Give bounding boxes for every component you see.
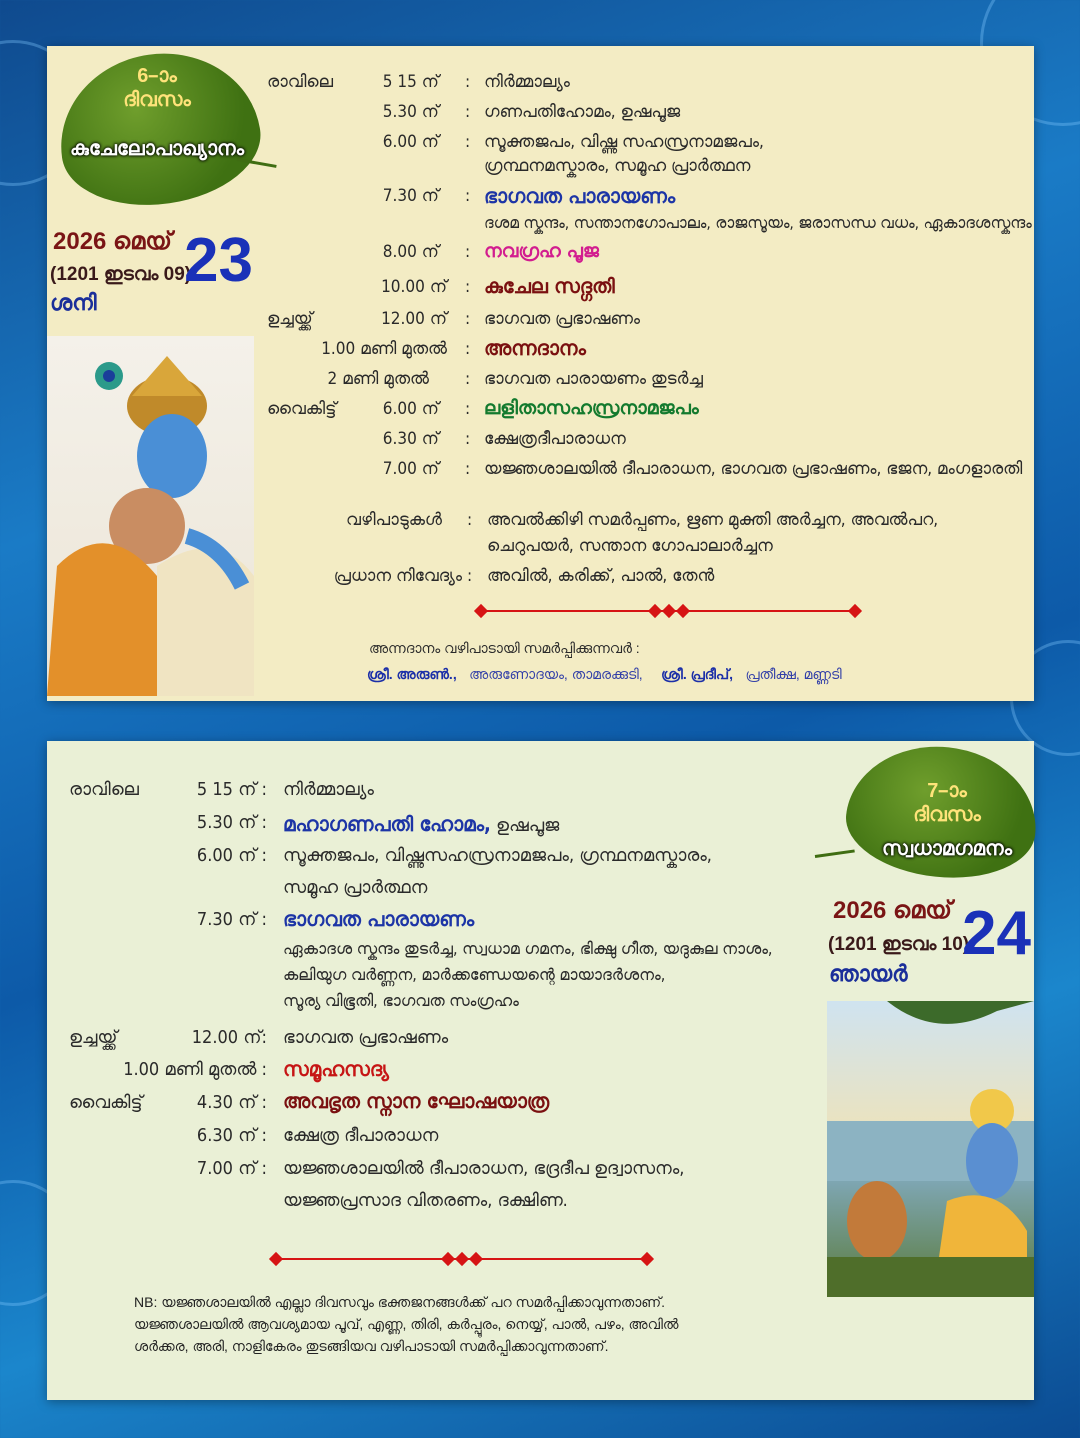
row-time: 1.00 മണി മുതൽ [321,339,447,359]
row-time: 7.30 ന് [382,186,439,206]
row-desc-highlight: അന്നദാനം [484,336,586,360]
row-desc-continued: യജ്ഞപ്രസാദ വിതരണം, ദക്ഷിണ. [283,1190,568,1211]
row-desc: സൂക്തജപം, വിഷ്ണുസഹസ്രനാമജപം, ഗ്രന്ഥനമസ്കാരം, [283,845,712,866]
day7-card [47,741,1034,1400]
row-label: ഉച്ചയ്ക്ക് [69,1027,118,1048]
row-time: 6.00 ന് [382,399,439,419]
divider-ornament [441,1252,455,1266]
row-desc: ഗണപതിഹോമം, ഉഷപൂജ [484,102,681,122]
sponsor-place: പ്രതീക്ഷ, മണ്ണടി [745,666,842,682]
day7-malayalam-date: (1201 ഇടവം 10) [828,934,970,955]
row-desc: നിർമ്മാല്യം [283,779,374,800]
row-label: വൈകിട്ട് [267,399,337,419]
row-desc [283,812,559,836]
sponsor-name: ശ്രീ. അരുൺ., [367,666,457,682]
row-desc-continued: കലിയുഗ വർണ്ണന, മാർക്കണ്ഡേയന്റെ മായാദർശനം, [283,965,666,984]
row-colon: : [465,339,471,359]
divider-ornament [269,1252,283,1266]
row-time: 6.30 ന് [382,429,439,449]
row-time: 12.00 ന്: [191,1027,267,1048]
naivedyam-value: അവിൽ, കരിക്ക്, പാൽ, തേൻ [487,566,715,586]
row-colon: : [465,369,471,389]
row-time: 5 15 ന് : [196,779,267,800]
row-colon: : [465,459,471,479]
day7-date: 2026 മെയ് [833,897,952,924]
row-colon: : [465,242,471,262]
row-desc-highlight: കുചേല സദ്ഗതി [484,274,615,298]
row-desc: ഭാഗവത പാരായണം തുടർച്ച [484,369,703,389]
day6-weekday: ശനി [50,290,97,315]
day7-theme: സ്വധാമഗമനം [882,838,1012,860]
row-time: 5.30 ന് : [196,812,267,833]
naivedyam-label: പ്രധാന നിവേദ്യം [333,566,462,586]
row-time: 6.00 ന് : [196,845,267,866]
row-desc-continued: സൂര്യ വിഭൂതി, ഭാഗവത സംഗ്രഹം [283,991,519,1010]
row-desc-highlight: ലളിതാസഹസ്രനാമജപം [484,397,699,419]
sponsor-heading: അന്നദാനം വഴിപാടായി സമർപ്പിക്കുന്നവർ : [369,640,640,656]
divider-ornament [640,1252,654,1266]
day6-date: 2026 മെയ് [53,228,172,255]
row-desc-highlight: സമൂഹസദ്യ [283,1057,389,1081]
row-colon: : [467,566,473,586]
nb-line: NB: യജ്ഞശാലയിൽ എല്ലാ ദിവസവും ഭക്തജനങ്ങൾക്ക് പറ സമർപ്പിക്കാവുന്നതാണ്. [134,1294,666,1310]
ornamental-divider [480,610,858,612]
row-label: രാവിലെ [267,72,334,92]
nb-line: യജ്ഞശാലയിൽ ആവശ്യമായ പൂവ്, എണ്ണ, തിരി, കർപ്പൂരം, നെയ്യ്, പാൽ, പഴം, അവിൽ [134,1316,679,1332]
row-desc: ക്ഷേത്ര ദീപാരാധന [283,1125,439,1146]
row-colon: : [465,186,471,206]
nb-note [134,1291,834,1357]
row-desc-continued: ഏകാദശ സ്കന്ദം തുടർച്ച, സ്വധാമ ഗമനം, ഭിക്ഷു ഗീത, യദുകുല നാശം, [283,939,773,958]
row-desc: നിർമ്മാല്യം [484,72,570,92]
row-time: 7.00 ന് : [196,1158,267,1179]
offerings-line: അവൽക്കിഴി സമർപ്പണം, ഋണ മുക്തി അർച്ചന, അവൽപറ, [487,510,939,530]
row-time: 8.00 ന് [382,242,439,262]
row-colon: : [465,72,471,92]
divider-ornament [455,1252,469,1266]
krishna-forest-image [827,1001,1034,1297]
row-time: 4.30 ന് : [196,1092,267,1113]
row-time: 5.30 ന് [382,102,439,122]
row-label: ഉച്ചയ്ക്ക് [267,309,313,329]
row-desc-highlight: മഹാഗണപതി ഹോമം, [283,812,491,836]
row-desc-continued: ഗ്രന്ഥനമസ്കാരം, സമൂഹ പ്രാർത്ഥന [484,156,751,176]
row-desc: ഭാഗവത പ്രഭാഷണം [283,1027,449,1048]
krishna-embrace-image [47,336,254,696]
row-label: വൈകിട്ട് [69,1092,143,1113]
offerings-label: വഴിപാടുകൾ [346,510,442,530]
day7-weekday: ഞായർ [829,961,908,986]
row-time: 6.00 ന് [382,132,439,152]
sponsor-name: ശ്രീ. പ്രദീപ്, [661,666,733,682]
row-desc-highlight: നവഗ്രഹ പൂജ [484,240,599,262]
row-colon: : [465,102,471,122]
row-time: 12.00 ന് [381,309,447,329]
svadhama-gamanam-illustration [827,1001,1034,1297]
offerings-line: ചെറുപയർ, സന്താന ഗോപാലാർച്ചന [487,536,773,556]
row-desc: സൂക്തജപം, വിഷ്ണു സഹസ്രനാമജപം, [484,132,764,152]
ornamental-divider [275,1258,650,1260]
row-colon: : [465,309,471,329]
row-desc-highlight: അവഭൃത സ്നാന ഘോഷയാത്ര [283,1089,550,1113]
row-time: 7.00 ന് [382,459,439,479]
row-desc-highlight: ഭാഗവത പാരായണം [283,907,475,931]
row-label: രാവിലെ [69,779,139,800]
leaf-stem [815,849,855,858]
divider-ornament [662,604,676,618]
divider-ornament [474,604,488,618]
row-time: 10.00 ന് [381,277,447,297]
row-time: 1.00 മണി മുതൽ : [123,1059,267,1080]
row-time: 7.30 ന് : [196,909,267,930]
divider-ornament [648,604,662,618]
row-desc-continued: ദശമ സ്കന്ദം, സന്താനഗോപാലം, രാജസൂയം, ജരാസന്ധ വധം, ഏകാദശസ്കന്ദം [484,214,1032,232]
day6-card [47,46,1034,701]
day6-theme: കുചേലോപാഖ്യാനം [70,138,244,160]
row-desc: ഭാഗവത പ്രഭാഷണം [484,309,641,329]
row-colon: : [465,429,471,449]
day6-day-number: 23 [184,226,253,295]
row-time: 5 15 ന് [382,72,439,92]
day6-ordinal: 6–ാം ദിവസം [123,65,191,111]
row-desc-highlight: ഭാഗവത പാരായണം [484,184,676,208]
day6-malayalam-date: (1201 ഇടവം 09) [50,264,192,285]
divider-ornament [676,604,690,618]
day7-ordinal: 7–ാം ദിവസം [913,780,981,826]
row-time: 2 മണി മുതൽ [327,369,429,389]
nb-line: ശർക്കര, അരി, നാളികേരം തുടങ്ങിയവ വഴിപാടായി സമർപ്പിക്കാവുന്നതാണ്. [134,1338,609,1354]
row-colon: : [465,132,471,152]
row-desc-tail: ഉഷപൂജ [490,815,560,836]
divider-ornament [469,1252,483,1266]
row-time: 6.30 ന് : [196,1125,267,1146]
row-desc-continued: സമൂഹ പ്രാർത്ഥന [283,877,428,898]
row-desc: യജ്ഞശാലയിൽ ദീപാരാധന, ഭാഗവത പ്രഭാഷണം, ഭജന, മംഗളാരതി [484,459,1023,479]
row-desc: ക്ഷേത്രദീപാരാധന [484,429,626,449]
day7-day-number: 24 [962,899,1031,968]
row-colon: : [465,277,471,297]
row-colon: : [465,399,471,419]
sponsor-line [367,666,842,684]
row-colon: : [467,510,473,530]
krishna-kuchela-illustration [47,336,254,696]
divider-ornament [848,604,862,618]
row-desc: യജ്ഞശാലയിൽ ദീപാരാധന, ഭദ്രദീപ ഉദ്വാസനം, [283,1158,685,1179]
sponsor-place: അരുണോദയം, താമരക്കുടി, [469,666,643,682]
